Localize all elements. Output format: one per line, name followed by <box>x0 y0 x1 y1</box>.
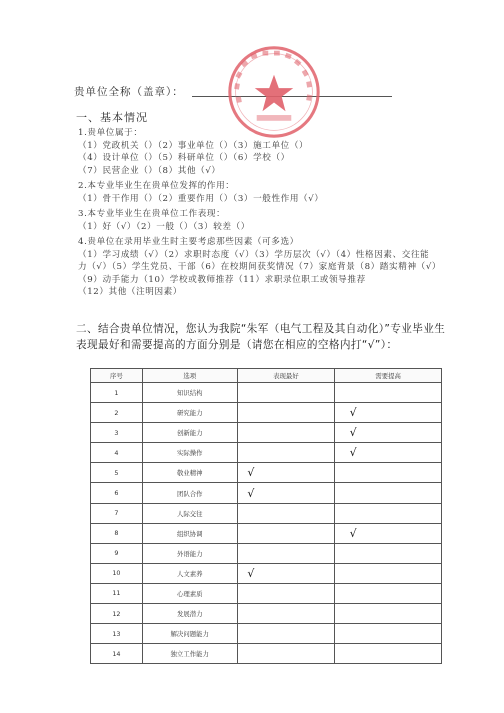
row-improve-check-cell[interactable] <box>335 383 442 403</box>
row-number: 11 <box>112 589 121 598</box>
row-improve-check-cell[interactable] <box>335 503 442 523</box>
row-number: 3 <box>114 428 119 437</box>
table-row <box>91 523 442 543</box>
row-improve-check-cell[interactable] <box>335 443 442 463</box>
row-number: 10 <box>112 569 121 578</box>
col-header-option: 选项 <box>142 369 237 383</box>
row-number-cell <box>91 543 143 563</box>
unit-name-label: 贵单位全称（盖章）： <box>74 86 184 98</box>
row-improve-check: √ <box>349 426 357 440</box>
row-option-cell <box>142 503 237 523</box>
row-number-cell <box>91 463 143 483</box>
row-option-cell <box>142 644 237 664</box>
question-1-options-line: （1）党政机关（）（2）事业单位（）（3）施工单位（） <box>78 140 309 151</box>
row-number-cell <box>91 423 143 443</box>
row-option-cell <box>142 604 237 624</box>
question-1 <box>78 127 308 177</box>
question-2-text: 2.本专业毕业生在贵单位发挥的作用： <box>78 181 235 191</box>
question-4 <box>78 236 438 299</box>
question-1-options-line: （7）民营企业（）（8）其他（√） <box>78 165 221 176</box>
row-option: 创新能力 <box>176 429 203 438</box>
row-improve-check: √ <box>349 406 357 420</box>
row-option: 团队合作 <box>176 489 203 498</box>
col-header-best: 表现最好 <box>237 369 335 383</box>
question-2-options-line: （1）骨干作用（）（2）重要作用（）（3）一般性作用（√） <box>78 193 324 204</box>
table-row <box>91 604 442 624</box>
row-best-check-cell[interactable] <box>237 604 335 624</box>
row-best-check: √ <box>247 566 255 580</box>
row-option-cell <box>142 543 237 563</box>
row-improve-check-cell[interactable] <box>335 563 442 583</box>
row-option: 发展潜力 <box>176 610 203 619</box>
question-1-text: 1.贵单位属于： <box>78 128 143 138</box>
row-option-cell <box>142 403 237 423</box>
row-option-cell <box>142 563 237 583</box>
table-row <box>91 624 442 644</box>
row-option-cell <box>142 383 237 403</box>
col-header-no: 序号 <box>91 369 143 383</box>
row-number-cell <box>91 503 143 523</box>
row-best-check-cell[interactable] <box>237 443 335 463</box>
row-number-cell <box>91 383 143 403</box>
row-improve-check-cell[interactable] <box>335 523 442 543</box>
question-4-options: （1）学习成绩（√）（2）求职时态度（√）（3）学历层次（√）（4）性格因素、交往能力（√）（5）学生党员、干部（6）在校期间获奖情况（7）家庭背景（8）踏实精神（√）（9）动手能力（10）学校或教师推荐（11）求职录位职工或领导推荐 <box>78 249 437 285</box>
row-number: 5 <box>114 468 119 477</box>
official-seal-stamp <box>226 44 322 140</box>
row-option-cell <box>142 583 237 603</box>
row-best-check-cell[interactable] <box>237 403 335 423</box>
question-1-options-line: （4）设计单位（）（5）科研单位（）（6）学校（） <box>78 153 290 164</box>
row-option-cell <box>142 624 237 644</box>
row-improve-check-cell[interactable] <box>335 644 442 664</box>
row-number: 4 <box>114 448 119 457</box>
row-best-check: √ <box>247 486 255 500</box>
table-row <box>91 443 442 463</box>
row-best-check-cell[interactable] <box>237 644 335 664</box>
row-number: 2 <box>114 408 119 417</box>
row-improve-check-cell[interactable] <box>335 403 442 423</box>
table-row <box>91 423 442 443</box>
row-improve-check: √ <box>349 526 357 540</box>
row-option: 外语能力 <box>176 549 203 558</box>
row-best-check-cell[interactable] <box>237 583 335 603</box>
row-number-cell <box>91 624 143 644</box>
row-number: 9 <box>114 549 119 558</box>
row-option: 解决问题能力 <box>170 630 209 639</box>
table-row <box>91 543 442 563</box>
question-3-text: 3.本专业毕业生在贵单位工作表现： <box>78 209 226 219</box>
row-improve-check-cell[interactable] <box>335 463 442 483</box>
row-number: 1 <box>114 388 119 397</box>
col-header-improve: 需要提高 <box>335 369 442 383</box>
row-best-check-cell[interactable] <box>237 543 335 563</box>
table-row <box>91 583 442 603</box>
table-row <box>91 463 442 483</box>
row-best-check-cell[interactable] <box>237 483 335 503</box>
row-improve-check-cell[interactable] <box>335 624 442 644</box>
row-option: 研究能力 <box>176 409 203 418</box>
section2-title: 二、结合贵单位情况，您认为我院“朱军（电气工程及其自动化）”专业毕业生表现最好和需要提高的方面分别是（请您在相应的空格内打“√”）： <box>76 323 446 351</box>
row-number: 7 <box>114 509 119 518</box>
table-header-row <box>91 369 442 383</box>
question-2 <box>78 180 324 205</box>
row-best-check-cell[interactable] <box>237 423 335 443</box>
table-row <box>91 483 442 503</box>
row-number-cell <box>91 604 143 624</box>
row-option: 组织协调 <box>176 529 203 538</box>
row-option: 独立工作能力 <box>170 650 209 659</box>
row-improve-check-cell[interactable] <box>335 483 442 503</box>
row-option: 心理素质 <box>176 589 203 598</box>
question-3 <box>78 208 250 233</box>
table-row <box>91 383 442 403</box>
table-body <box>91 383 442 664</box>
row-improve-check: √ <box>349 446 357 460</box>
row-best-check-cell[interactable] <box>237 563 335 583</box>
row-option-cell <box>142 483 237 503</box>
row-number: 6 <box>114 489 119 498</box>
question-4-text: 4.贵单位在录用毕业生时主要考虑那些因素（可多选） <box>78 237 299 247</box>
row-number-cell <box>91 644 143 664</box>
row-number: 14 <box>112 649 121 658</box>
row-option: 敬业精神 <box>176 469 203 478</box>
row-option: 人文素养 <box>176 569 203 578</box>
row-improve-check-cell[interactable] <box>335 604 442 624</box>
table-row <box>91 503 442 523</box>
row-option-cell <box>142 443 237 463</box>
row-number: 13 <box>112 629 121 638</box>
row-improve-check-cell[interactable] <box>335 543 442 563</box>
table-row <box>91 563 442 583</box>
row-option-cell <box>142 463 237 483</box>
row-number-cell <box>91 523 143 543</box>
row-best-check-cell[interactable] <box>237 463 335 483</box>
row-option: 知识结构 <box>176 389 203 398</box>
row-best-check-cell[interactable] <box>237 383 335 403</box>
unit-name-line <box>74 84 184 99</box>
options-table <box>90 368 442 664</box>
section1-title: 一、基本情况 <box>76 111 148 124</box>
row-option: 人际交往 <box>176 509 203 518</box>
row-option-cell <box>142 423 237 443</box>
row-best-check-cell[interactable] <box>237 503 335 523</box>
question-4-other: （12）其他（注明因素） <box>78 287 183 298</box>
row-number-cell <box>91 583 143 603</box>
row-best-check-cell[interactable] <box>237 624 335 644</box>
row-best-check: √ <box>247 466 255 480</box>
row-improve-check-cell[interactable] <box>335 583 442 603</box>
row-number: 8 <box>114 529 119 538</box>
row-number-cell <box>91 403 143 423</box>
row-number-cell <box>91 443 143 463</box>
row-number-cell <box>91 483 143 503</box>
row-option-cell <box>142 523 237 543</box>
question-3-options-line: （1）好（√）（2）一般（）（3）较差（） <box>78 221 250 232</box>
table-row <box>91 403 442 423</box>
row-number: 12 <box>112 609 121 618</box>
row-number-cell <box>91 563 143 583</box>
table-row <box>91 644 442 664</box>
row-option: 实际操作 <box>176 449 203 458</box>
row-improve-check-cell[interactable] <box>335 423 442 443</box>
row-best-check-cell[interactable] <box>237 523 335 543</box>
